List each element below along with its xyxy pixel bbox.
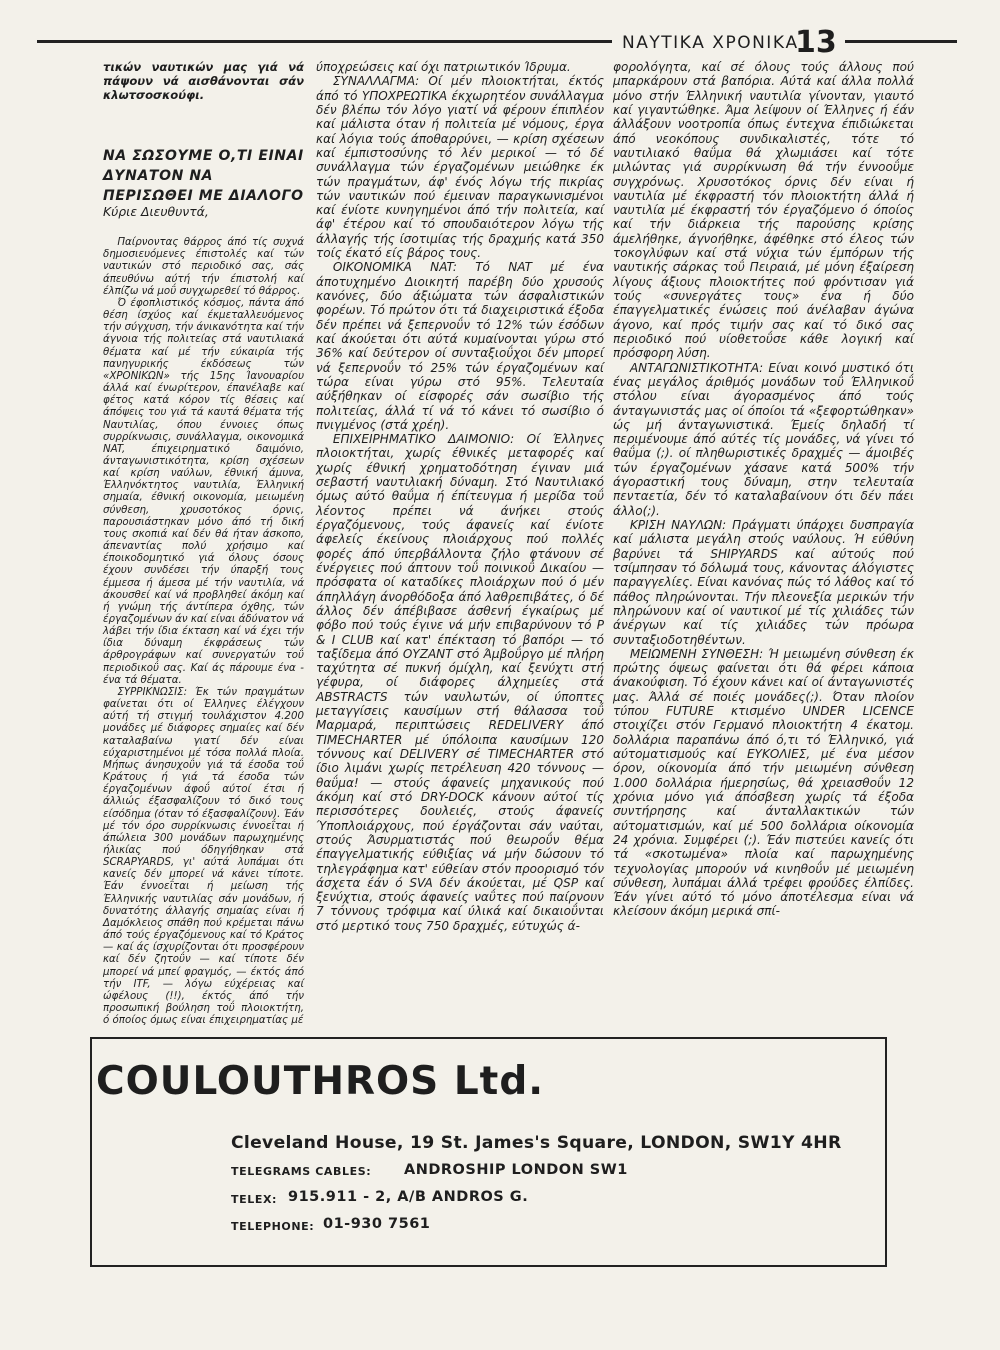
column2-paragraph: ΟΙΚΟΝΟΜΙΚΑ NAT: Τό NAT μέ ένα άποτυχημένο Διοικητή παρέβη δύο χρυσούς κανόνες, δύο άξιώματα τών άσφαλιστικών φορέων. Τό πρώτον ότι τά διαχειριστικά έξοδα δέν πρέπει νά ξεπερνοΰν τό 12% τών έσόδων καί άκούεται ότι αύτά κυμαίνονται γύρω στό 36% καί δεύτερον οί συνταξιοΰχοι δέν μπορεί νά ξεπερνοΰν τό 25% τών έργαζομένων καί τώρα είναι γύρω στό 95%. Τελευταία αύξήθηκαν οί είσφορές σάν σωσίβιο τής πολιτείας, άλλά τί νά τό κάνει τό σωσίβιο ό πνιγμένος (στά χρέη). xyxy=(316,260,604,432)
magazine-title: ΝΑΥΤΙΚΑ ΧΡΟΝΙΚΑ xyxy=(622,33,799,53)
advertisement-box xyxy=(90,1037,887,1267)
column3-paragraph: φορολόγητα, καί σέ όλους τούς άλλους πού μπαρκάρουν στά βαπόρια. Αύτά καί άλλα πολλά μόνο στήν Έλληνική ναυτιλία γίνονταν, γιαυτό καί γιγαντώθηκε. Άμα λείψουν οί Έλληνες ή έάν άλλάξουν νοοτροπία όπως έντεχνα έπιδιώκεται άπό νεοκόπους συνδικαλιστές, τότε τό ναυτιλιακό θαΰμα θά χλωμιάσει καί τότε μιλώντας γιά συρρίκνωση θά τήν έννοοΰμε συγχρόνως. Χρυσοτόκος όρνις δέν είναι ή ναυτιλία μέ έκφραστή τόν πλοιοκτήτη άλλά ή ναυτιλία μέ έκφραστή τόν έργαζόμενο ό όποίος καί τήν διάρκεια τής παρούσης κρίσης άμελήθηκε, άγνοήθηκε, άφέθηκε στό έλεος τών τοκογλύφων καί στά νύχια τών έμπόρων τής ναυτικής σάρκας τοΰ Πειραιά, μέ μόνη έξαίρεση λίγους άξιους πλοιοκτήτες πού φρόντισαν γιά τούς «συνεργάτες τους» ένα ή δύο έπαγγελματικές ένώσεις πού άνέλαβαν άγώνα άγονο, καί πρός τιμήν σας καί τό δικό σας περιοδικό πού υίοθετοΰσε κάθε λογική καί πρόσφορη λύση. xyxy=(613,60,914,361)
ad-telephone-value: 01-930 7561 xyxy=(323,1216,431,1232)
column3-paragraph: ΜΕΙΩΜΕΝΗ ΣΥΝΘΕΣΗ: Ή μειωμένη σύνθεση έκ πρώτης όψεως φαίνεται ότι θά φέρει κάποια άνακούφιση. Τό έχουν κάνει καί οί άνταγωνιστές μας. Άλλά σέ ποιές μονάδες(;). Όταν πλοίον τύπου FUTURE κτισμένο UNDER LICENCE στοιχίζει στόν Γερμανό πλοιοκτήτη 4 έκατομ. δολλάρια παραπάνω άπό ό,τι τό Έλληνικό, γιά αύτοματισμούς καί ΕΥΚΟΛΙΕΣ, μέ ένα μέσον όρον, οίκονομία άπό τήν μειωμένη σύνθεση 1.000 δολλάρια ήμερησίως, θά χρειασθοΰν 12 χρόνια μόνο γιά άπόσβεση χωρίς τά έξοδα συντήρησης καί άνταλλακτικών τών αύτοματισμών, καί μέ 500 δολλάρια οίκονομία 24 χρόνια. Συμφέρει (;). Έάν πιστεύει κανείς ότι τά «σκοτωμένα» πλοία καί παρωχημένης τεχνολογίας μπορούν νά κινηθοΰν μέ μειωμένη σύνθεση, λυπάμαι άλλά τρέφει φρούδες έλπίδες. Έάν γίνει αύτό τό μόνο άποτέλεσμα είναι νά κλείσουν άκόμη μερικά σπί- xyxy=(613,646,914,919)
column1-paragraph: Παίρνοντας θάρρος άπό τίς συχνά δημοσιευόμενες έπιστολές καί τών ναυτικών στό περιοδικό σας, σάς άπευθύνω αύτή τήν έπιστολή καί έλπίζω νά μοΰ συγχωρεθεί τό θάρρος. xyxy=(103,236,304,297)
column1-paragraph: Ό έφοπλιστικός κόσμος, πάντα άπό θέση ίσχύος καί έκμεταλλευόμενος τήν σύγχυση, τήν άνικανότητα καί τήν άγνοια τής πολιτείας στά ναυτιλιακά θέματα καί μέ τήν εύκαιρία τής πανηγυρικής έκδόσεως τών «ΧΡΟΝΙΚΩΝ» τής 15ης Ίανουαρίου άλλά καί ένωρίτερον, έπανέλαβε καί φέτος κατά κόρον τίς θέσεις καί άπόψεις του γιά τά καυτά θέματα τής Ναυτιλίας, όπου έννοιες όπως συρρίκνωσις, συνάλλαγμα, οικονομικά NAT, έπιχειρηματικό δαιμόνιο, άνταγωνιστικότητα, κρίση σχέσεων καί κρίση ναύλων, έθνική άμυνα, Έλληνόκτητος ναυτιλία, Έλληνική σημαία, έθνική οικονομία, μειωμένη σύνθεση, χρυσοτόκος όρνις, παρουσιάστηκαν μόνο άπό τή δική τους σκοπιά καί δέν θά ήταν άσκοπο, άπεναντίας πολύ χρήσιμο καί έποικοδομητικό γιά όλους όσους έχουν συνδέσει τήν ύπαρξή τους έμμεσα ή άμεσα μέ τήν ναυτιλία, νά άκουσθεί καί νά προβληθεί άκόμη καί ή γνώμη τής άντίπερα όχθης, τών έργαζομένων άν καί είναι άδύνατον νά λάβει τήν ίδια έκταση καί νά έχει τήν ίδια δύναμη έκφράσεως τών άρθρογράφων καί συνεργατών τοΰ περιοδικοΰ σας. Καί άς πάρουμε ένα - ένα τά θέματα. xyxy=(103,296,304,686)
ad-address: Cleveland House, 19 St. James's Square, LONDON, SW1Y 4HR xyxy=(231,1133,842,1153)
column3-paragraph: ΑΝΤΑΓΩΝΙΣΤΙΚΟΤΗΤΑ: Είναι κοινό μυστικό ότι ένας μεγάλος άριθμός μονάδων τοΰ Έλληνικοΰ στόλου είναι άγορασμένος άπό τούς άνταγωνιστάς μας οί όποίοι τά «ξεφορτώθηκαν» ώς μή άνταγωνιστικά. Έμείς δηλαδή τί περιμένουμε άπό αύτές τίς μονάδες, νά γίνει τό θαΰμα (;). οί πληθωριστικές δραχμές — άμοιβές τών έργαζομένων χάσανε κατά 500% τήν άγοραστική τους δύναμη, στην τελευταία πενταετία, δέν τό καταλαβαίνουν ότι δέν πάει άλλο(;). xyxy=(613,360,914,518)
column2-paragraph: ΣΥΝΑΛΛΑΓΜΑ: Οί μέν πλοιοκτήται, έκτός άπό τό ΥΠΟΧΡΕΩΤΙΚΑ έκχωρητέον συνάλλαγμα δέν βλέπω τόν λόγο γιατί νά φέρουν έπιπλέον καί μάλιστα όταν ή πολιτεία μέ νόμους, έργα καί λόγια τούς άποθαρρύνει, — κρίση σχέσεων καί έμπιστοσύνης τό λέν μερικοί — τό δέ συνάλλαγμα τών έργαζομένων μειώθηκε έκ τών πραγμάτων, άφ' ένός λόγω τής πικρίας τών ναυτικών πού έμειναν παραγκωνισμένοι καί ένίοτε κυνηγημένοι άπό τήν πολιτεία, καί άφ' έτέρου καί τό σπουδαιότερον λόγω τής άλλαγής τής ίσοτιμίας τής δραχμής κατά 350 τοίς έκατό είς βάρος τους. xyxy=(316,74,604,261)
page-number: 13 xyxy=(795,25,837,60)
header-rule-right xyxy=(845,40,957,43)
column2-paragraph: ΕΠΙΧΕΙΡΗΜΑΤΙΚΟ ΔΑΙΜΟΝΙΟ: Οί Έλληνες πλοιοκτήται, χωρίς έθνικές μεταφορές καί χωρίς έθνική χρηματοδότηση έγιναν μιά σεβαστή ναυτιλιακή δύναμη. Στό Ναυτιλιακό όμως αύτό θαΰμα ή έπίτευγμα ή μερίδα τοΰ λέοντος πρέπει νά άνήκει στούς έργαζόμενους, τούς άφανείς καί ένίοτε άφελείς έκείνους πλοιάρχους πού πολλές φορές άπό ύπερβάλλοντα ζήλο φτάνουν σέ ένέργειες πού άπτουν τοΰ ποινικοΰ Δικαίου — πρόσφατα οί καταδίκες πλοιάρχων πού ό μέν άπηλλάγη άνορθόδοξα άπό λαθρεπιβάτες, ό δέ άλλος δέν άπέβιβασε άσθενή έγκαίρως μέ φόβο πού τούς έγινε νά μήν επιβαρύνουν τό P & I CLUB καί κατ' έπέκταση τό βαπόρι — τό ταξίδεμα άπό ΟΥΖΑΝΤ στό Άμβοΰργο μέ πλήρη ταχύτητα σέ πυκνή όμίχλη, καί ξενύχτι στή γέφυρα, οί διάφορες άλχημείες στά ABSTRACTS τών ναυλωτών, οί ύποπτες μεταγγίσεις καυσίμων στή θάλασσα τοΰ Μαρμαρά, περιπτώσεις REDELIVERY άπό TIMECHARTER μέ ύπόλοιπα καυσίμων 120 τόννους καί DELIVERY σέ TIMECHARTER στό ίδιο λιμάνι χωρίς πετρέλευση 420 τόννους — θαΰμα! — στούς άφανείς μηχανικούς πού άκόμη καί στό DRY-DOCK κάνουν αύτοί τίς περισσότερες δουλειές, στούς άφανείς Ύποπλοιάρχους, πού έργάζονται σάν ναύται, στούς Άσυρματιστάς πού θεωροΰν θέμα έπαγγελματικής εύθιξίας νά μήν δώσουν τό τηλεγράφημα κατ' εύθείαν στόν προορισμό τόν άσχετα έάν ό SVA δέν άκούεται, μέ QSP καί ξενύχτια, στούς άφανείς ναΰτες πού παίρνουν 7 τόννους τρόφιμα καί ύλικά καί δικαιοΰνται στό μερτικό τους 750 δραχμές, εύτυχώς ά- xyxy=(316,432,604,933)
salutation: Κύριε Διευθυντά, xyxy=(103,204,209,219)
article-column-2 xyxy=(316,60,604,933)
ad-telex-label: TELEX: xyxy=(231,1193,278,1206)
column2-paragraph: ύποχρεώσεις καί όχι πατριωτικόν Ίδρυμα. xyxy=(316,60,571,74)
ad-company-name: COULOUTHROS Ltd. xyxy=(96,1059,545,1104)
column1-paragraph: ΣΥΡΡΙΚΝΩΣΙΣ: Έκ τών πραγμάτων φαίνεται ότι οί Έλληνες έλέγχουν αύτή τή στιγμή τουλάχιστον 4.200 μονάδες μέ διάφορες σημαίες καί δέν καταλαβαίνω γιατί δέν είναι εύχαριστημένοι μέ τόσα πολλά πλοία. Μήπως άνησυχοΰν γιά τά έσοδα τοΰ Κράτους ή γιά τά έσοδα τών έργαζομένων άφοΰ αύτοί έτσι ή άλλιώς έξασφαλίζουν τό δικό τους είσόδημα (όταν τό έξασφαλίζουν). Έάν μέ τόν όρο συρρίκνωσις έννοεΐται ή άπώλεια 300 μονάδων παρωχημένης ήλικίας πού όδηγήθηκαν στά SCRAPYARDS, γι' αύτά λυπάμαι ότι κανείς δέν μπορεί νά κάνει τίποτε. Έάν έννοεΐται ή μείωση τής Έλληνικής ναυτιλίας σάν μονάδων, ή δυνατότης άλλαγής σημαίας είναι ή Δαμόκλειος σπάθη πού κρέμεται πάνω άπό τούς έργαζόμενους καί τό Κράτος — καί άς ίσχυρίζονται ότι προσφέρουν καί δέν ζητοΰν — καί τίποτε δέν μπορεί νά μπεί φραγμός, — έκτός άπό τήν ITF, — λόγω εύχέρειας καί ώφέλους (!!), έκτός άπό τήν προσωπική βούληση τοΰ πλοιοκτήτη, ό όποίος όμως είναι έπιχειρηματίας μέ xyxy=(103,685,304,1027)
ad-telegrams-value: ANDROSHIP LONDON SW1 xyxy=(404,1162,628,1178)
column1-lead: τικών ναυτικών μας γιά νά πάψουν νά αισθάνονται σάν κλωτσοσκούφι. xyxy=(103,60,304,102)
ad-telephone-label: TELEPHONE: xyxy=(231,1220,315,1233)
column3-paragraph: ΚΡΙΣΗ ΝΑΥΛΩΝ: Πράγματι ύπάρχει δυσπραγία καί μάλιστα μεγάλη στούς ναύλους. Ή εύθύνη βαρύνει τά SHIPYARDS καί αύτούς πού τσίμπησαν τό δόλωμά τους, κάνοντας άλόγιστες παραγγελίες. Είναι κανόνας πώς τό λάθος καί τό πάθος πληρώνονται. Τήν πλεονεξία μερικών τήν πληρώνουν καί οί ναυτικοί μέ τίς χιλιάδες τών άνέργων καί τίς χιλιάδες τών πρόωρα συνταξιοδοτηθέντων. xyxy=(613,518,914,647)
ad-telegrams-label: TELEGRAMS CABLES: xyxy=(231,1165,372,1178)
ad-telex-value: 915.911 - 2, A/B ANDROS G. xyxy=(288,1189,529,1205)
header-rule-left xyxy=(37,40,612,43)
article-column-3 xyxy=(613,60,914,919)
article-column-1 xyxy=(103,60,304,1026)
article-heading: ΝΑ ΣΩΣΟΥΜΕ Ο,ΤΙ ΕΙΝΑΙ ΔΥΝΑΤΟΝ ΝΑ ΠΕΡΙΣΩΘΕΙ ΜΕ ΔΙΑΛΟΓΟ xyxy=(103,148,304,204)
